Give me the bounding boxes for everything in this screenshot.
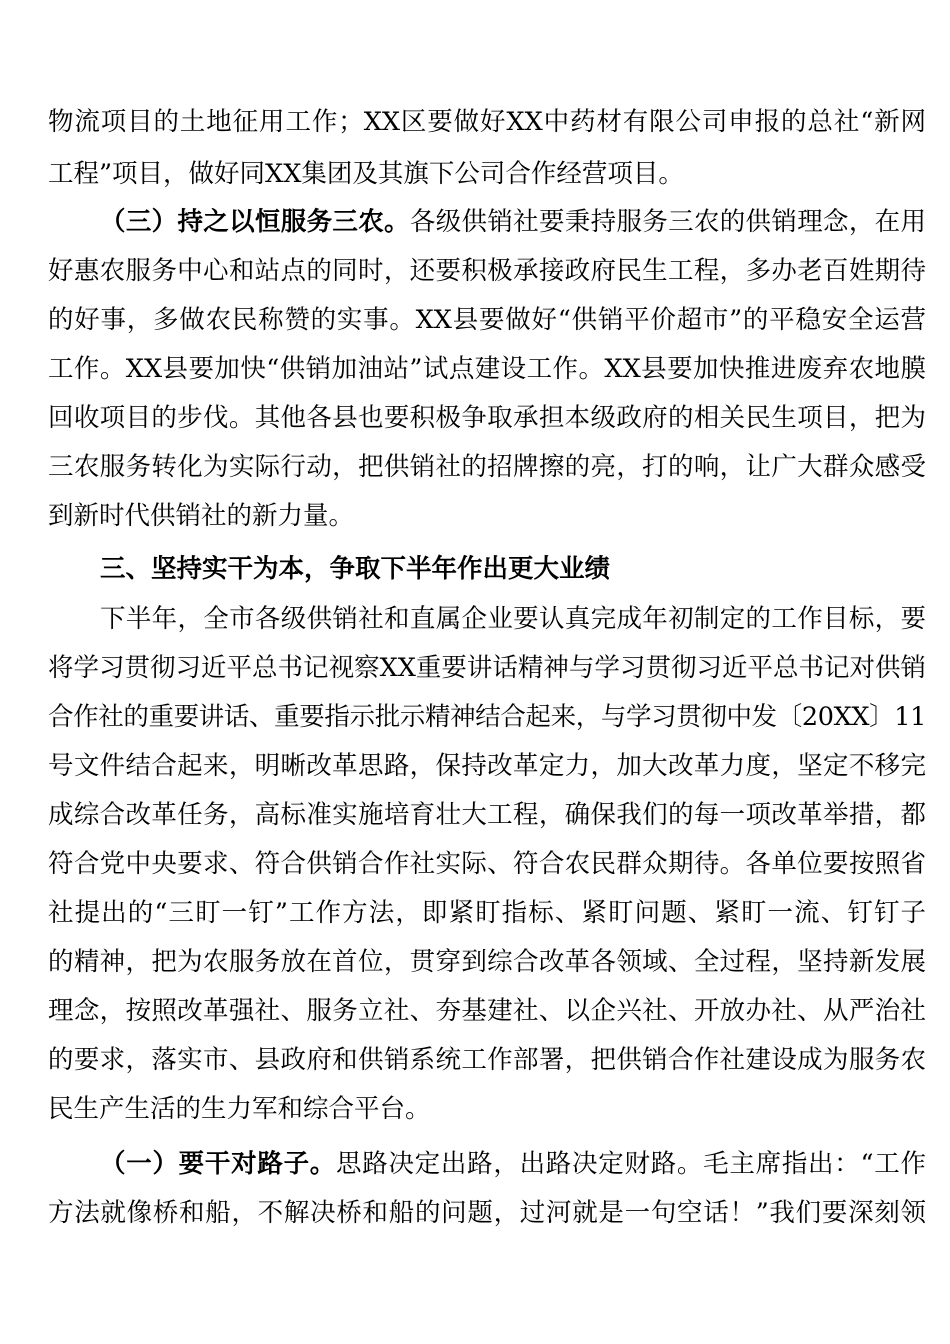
line-text: 到新时代供销社的新力量。	[48, 501, 355, 531]
section-heading: （一）要干对路子。	[100, 1149, 337, 1179]
paragraph-line	[48, 691, 926, 743]
line-text: 工程”项目，做好同XX集团及其旗下公司合作经营项目。	[48, 159, 684, 189]
paragraph-line	[48, 392, 926, 444]
paragraph-line	[48, 936, 926, 988]
line-text: 思路决定出路，出路决定财路。毛主席指出：“工作	[336, 1149, 926, 1179]
line-text: 民生产生活的生力军和综合平台。	[48, 1094, 431, 1124]
line-text: 理念，按照改革强社、服务立社、夯基建社、以企兴社、开放办社、从严治社	[48, 996, 926, 1026]
line-text: 合作社的重要讲话、重要指示批示精神结合起来，与学习贯彻中发〔20XX〕11	[48, 702, 926, 732]
line-text: 各级供销社要秉持服务三农的供销理念，在用	[409, 207, 926, 237]
section-heading-line	[100, 196, 926, 248]
line-text: 工作。XX县要加快“供销加油站”试点建设工作。XX县要加快推进废弃农地膜	[48, 354, 926, 384]
paragraph-line	[48, 838, 926, 890]
paragraph-line	[48, 789, 926, 841]
section-heading: （三）持之以恒服务三农。	[100, 207, 410, 237]
line-text: 的精神，把为农服务放在首位，贯穿到综合改革各领域、全过程，坚持新发展	[48, 947, 926, 977]
line-text: 社提出的“三盯一钉”工作方法，即紧盯指标、紧盯问题、紧盯一流、钉钉子	[48, 898, 926, 928]
paragraph-line	[48, 490, 926, 542]
paragraph-line	[48, 343, 926, 395]
paragraph-line	[48, 441, 926, 493]
section-heading-line	[100, 1138, 926, 1190]
line-text: 好惠农服务中心和站点的同时，还要积极承接政府民生工程，多办老百姓期待	[48, 256, 926, 286]
paragraph-line	[48, 96, 926, 148]
line-text: 成综合改革任务，高标准实施培育壮大工程，确保我们的每一项改革举措，都	[48, 800, 926, 830]
line-text: 下半年，全市各级供销社和直属企业要认真完成年初制定的工作目标，要	[100, 604, 926, 634]
line-text: 的要求，落实市、县政府和供销系统工作部署，把供销合作社建设成为服务农	[48, 1045, 926, 1075]
paragraph-line	[48, 294, 926, 346]
line-text: 符合党中央要求、符合供销合作社实际、符合农民群众期待。各单位要按照省	[48, 849, 926, 879]
paragraph-line	[48, 740, 926, 792]
line-text: 号文件结合起来，明晰改革思路，保持改革定力，加大改革力度，坚定不移完	[48, 751, 926, 781]
line-text: 物流项目的土地征用工作；XX区要做好XX中药材有限公司申报的总社“新网	[48, 107, 926, 137]
paragraph-line	[48, 887, 926, 939]
paragraph-line	[48, 1083, 926, 1135]
paragraph-line	[48, 642, 926, 694]
line-text: 回收项目的步伐。其他各县也要积极争取承担本级政府的相关民生项目，把为	[48, 403, 926, 433]
line-text: 将学习贯彻习近平总书记视察XX重要讲话精神与学习贯彻习近平总书记对供销	[48, 653, 926, 683]
paragraph-line	[48, 1187, 926, 1239]
chapter-heading: 三、坚持实干为本，争取下半年作出更大业绩	[100, 554, 611, 584]
line-text: 三农服务转化为实际行动，把供销社的招牌擦的亮，打的响，让广大群众感受	[48, 452, 926, 482]
paragraph-line	[48, 148, 926, 200]
line-text: 的好事，多做农民称赞的实事。XX县要做好“供销平价超市”的平稳安全运营	[48, 305, 926, 335]
paragraph-line	[48, 1034, 926, 1086]
paragraph-line	[48, 985, 926, 1037]
paragraph-line	[100, 593, 926, 645]
line-text: 方法就像桥和船，不解决桥和船的问题，过河就是一句空话！”我们要深刻领	[48, 1198, 926, 1228]
paragraph-line	[48, 245, 926, 297]
